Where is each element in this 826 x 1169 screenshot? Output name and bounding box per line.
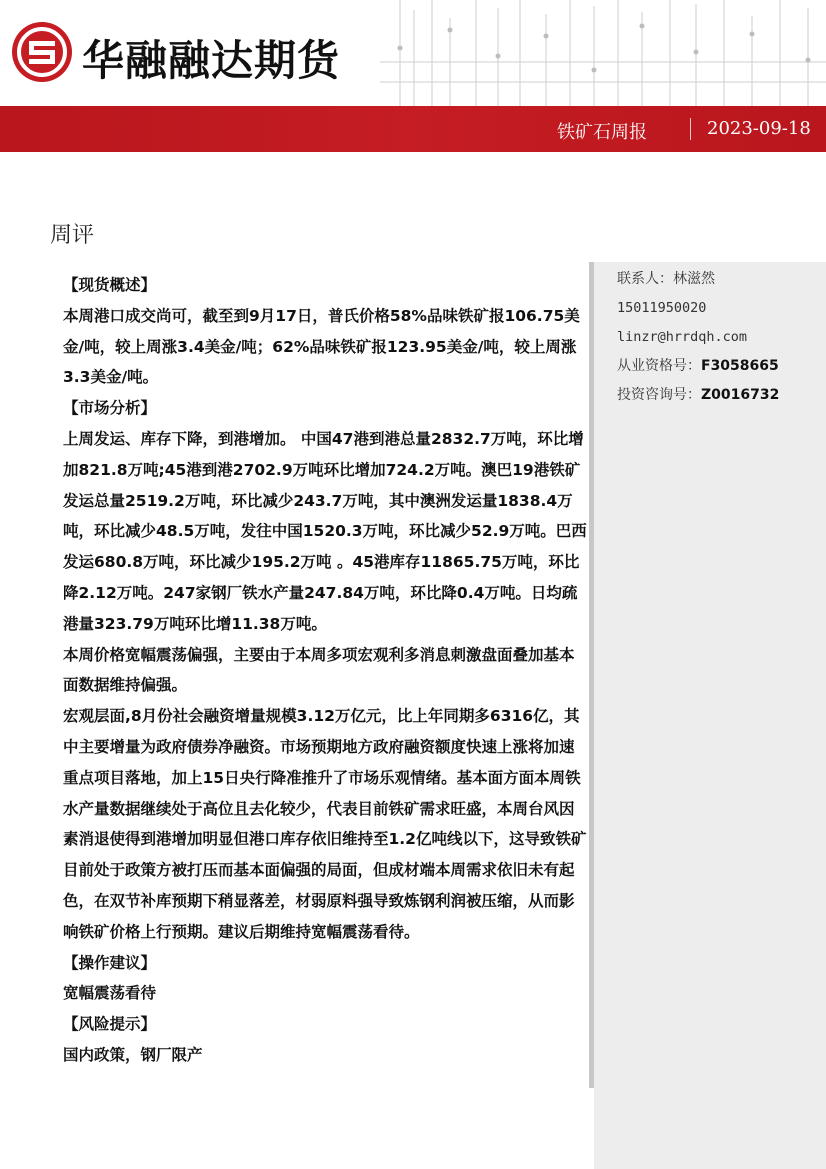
contact-email: linzr@hrrdqh.com — [617, 329, 748, 345]
qualification-label: 从业资格号： — [617, 358, 701, 374]
qualification-number: F3058665 — [701, 358, 779, 374]
paragraph-shipping-inventory: 上周发运、库存下降，到港增加。 中国47港到港总量2832.7万吨，环比增加821.8万吨;45港到港2702.9万吨环比增加724.2万吨。澳巴19港铁矿发运总量2519.2万吨，环比减少243.7万吨，其中澳洲发运量1838.4万吨，环比减少48.5万吨，发往中国1520.3万吨，环比减少52.9万吨。巴西发运680.8万吨，环比减少195.2万吨 。45港库存11865.75万吨，环比降2.12万吨。247家钢厂铁水产量247.84万吨，环比降0.4万吨。日均疏港量323.79万吨环比增11.38万吨。 — [63, 429, 587, 633]
consulting-number: Z0016732 — [701, 387, 780, 403]
paragraph-operation-advice: 宽幅震荡看待 — [63, 984, 157, 1003]
contact-phone: 15011950020 — [617, 300, 707, 316]
consulting-label: 投资咨询号： — [617, 387, 701, 403]
weekly-review-body — [63, 270, 589, 1071]
heading-risk-warning: 【风险提示】 — [63, 1015, 157, 1034]
company-logo-icon — [10, 19, 74, 85]
paragraph-spot-overview: 本周港口成交尚可，截至到9月17日，普氏价格58%品味铁矿报106.75美金/吨，较上周涨3.4美金/吨；62%品味铁矿报123.95美金/吨，较上周涨3.3美金/吨。 — [63, 306, 580, 387]
report-date: 2023-09-18 — [707, 118, 811, 139]
company-name: 华融融达期货 — [82, 36, 341, 85]
title-band — [0, 106, 826, 152]
contact-name: 林滋然 — [673, 271, 715, 287]
paragraph-price-summary: 本周价格宽幅震荡偏强，主要由于本周多项宏观利多消息刺激盘面叠加基本面数据维持偏强。 — [63, 645, 575, 695]
report-title: 铁矿石周报 — [557, 122, 647, 143]
contact-name-label: 联系人： — [617, 271, 673, 287]
report-header — [0, 0, 826, 152]
header-decoration — [380, 0, 826, 106]
contact-name-row — [617, 265, 779, 294]
paragraph-macro-analysis: 宏观层面,8月份社会融资增量规模3.12万亿元，比上年同期多6316亿，其中主要增量为政府债券净融资。市场预期地方政府融资额度快速上涨将加速重点项目落地，加上15日央行降准推升了市场乐观情绪。基本面方面本周铁水产量数据继续处于高位且去化较少，代表目前铁矿需求旺盛，本周台风因素消退使得到港增加明显但港口库存依旧维持至1.2亿吨线以下，这导致铁矿目前处于政策方被打压而基本面偏强的局面，但成材端本周需求依旧未有起色，在双节补库预期下稍显落差，材弱原料强导致炼钢利润被压缩，从而影响铁矿价格上行预期。建议后期维持宽幅震荡看待。 — [63, 707, 587, 941]
heading-market-analysis: 【市场分析】 — [63, 399, 157, 418]
heading-operation-advice: 【操作建议】 — [63, 953, 157, 972]
consulting-row — [617, 381, 779, 410]
qualification-row — [617, 352, 779, 381]
contact-info — [617, 265, 779, 410]
section-title: 周评 — [50, 223, 95, 248]
heading-spot-overview: 【现货概述】 — [63, 276, 157, 294]
title-separator — [690, 118, 691, 140]
paragraph-risk-warning: 国内政策，钢厂限产 — [63, 1045, 203, 1064]
